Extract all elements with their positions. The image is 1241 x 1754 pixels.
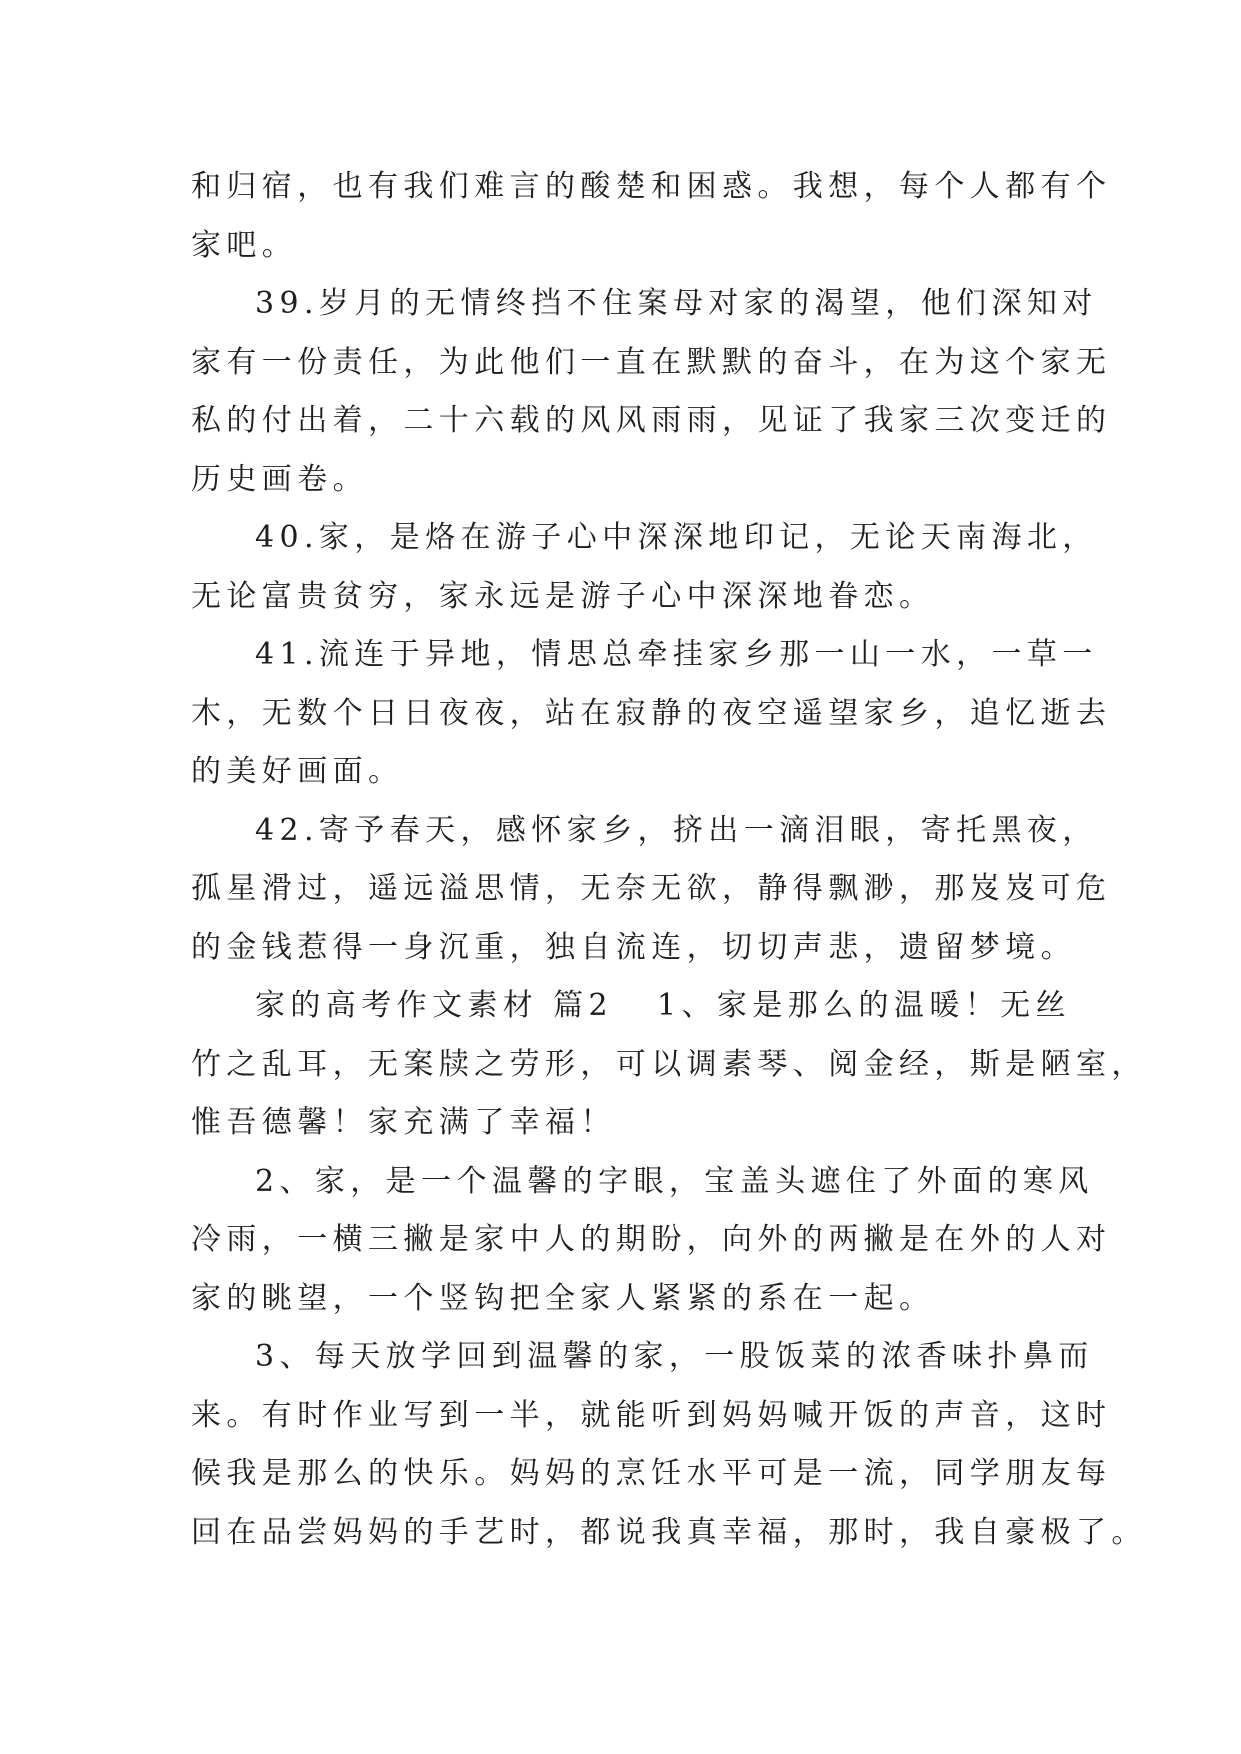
- paragraph-section-2-item-3: [191, 1328, 1147, 1562]
- text-line: 历史画卷。: [191, 461, 368, 497]
- text-line: 私的付出着，二十六载的风风雨雨，见证了我家三次变迁的: [191, 403, 1112, 438]
- paragraph-item-42: [191, 802, 1112, 978]
- paragraph-item-41: [191, 626, 1112, 802]
- paragraph-continuation: [191, 158, 1112, 275]
- paragraph-item-40: [191, 509, 1098, 626]
- text-line: 41.流连于异地，情思总牵挂家乡那一山一水，一草一: [255, 637, 1098, 672]
- text-line: 竹之乱耳，无案牍之劳形，可以调素琴、阅金经，斯是陋室，: [191, 1046, 1147, 1082]
- text-line: 木，无数个日日夜夜，站在寂静的夜空遥望家乡，追忆逝去: [191, 695, 1112, 731]
- text-line: 候我是那么的快乐。妈妈的烹饪水平可是一流，同学朋友每: [191, 1456, 1112, 1491]
- text-line: 的美好画面。: [191, 754, 404, 789]
- text-line: 39.岁月的无情终挡不住案母对家的渴望，他们深知对: [255, 286, 1098, 321]
- paragraph-item-39: [191, 275, 1112, 509]
- text-line: 3、每天放学回到温馨的家，一股饭菜的浓香味扑鼻而: [255, 1339, 1094, 1374]
- text-line: 冷雨，一横三撇是家中人的期盼，向外的两撇是在外的人对: [191, 1222, 1112, 1257]
- text-line: 的金钱惹得一身沉重，独自流连，切切声悲，遗留梦境。: [191, 929, 1076, 965]
- document-body: [191, 158, 1147, 1562]
- text-line: 40.家，是烙在游子心中深深地印记，无论天南海北，: [255, 520, 1098, 555]
- text-line: 无论富贵贫穷，家永远是游子心中深深地眷恋。: [191, 578, 935, 614]
- text-line: 家有一份责任，为此他们一直在默默的奋斗，在为这个家无: [191, 344, 1112, 380]
- text-line: 回在品尝妈妈的手艺时，都说我真幸福，那时，我自豪极了。: [191, 1514, 1147, 1550]
- section-heading: 家的高考作文素材 篇2: [255, 988, 614, 1023]
- text-line: 42.寄予春天，感怀家乡，挤出一滴泪眼，寄托黑夜，: [255, 812, 1098, 848]
- text-line: 孤星滑过，遥远溢思情，无奈无欲，静得飘渺，那岌岌可危: [191, 871, 1112, 906]
- text-line: 家吧。: [191, 227, 298, 263]
- text-line: 来。有时作业写到一半，就能听到妈妈喊开饭的声音，这时: [191, 1397, 1112, 1433]
- paragraph-section-2-item-1: [191, 977, 1147, 1153]
- paragraph-section-2-item-2: [191, 1153, 1112, 1329]
- text-line: 家的眺望，一个竖钩把全家人紧紧的系在一起。: [191, 1280, 935, 1316]
- text-fragment: 1、家是那么的温暖！无丝: [657, 988, 1071, 1023]
- text-line: 2、家，是一个温馨的字眼，宝盖头遮住了外面的寒风: [255, 1163, 1094, 1199]
- text-line: 和归宿，也有我们难言的酸楚和困惑。我想，每个人都有个: [191, 169, 1112, 204]
- text-line: [191, 977, 1071, 1036]
- text-line: 惟吾德馨！家充满了幸福！: [191, 1105, 616, 1140]
